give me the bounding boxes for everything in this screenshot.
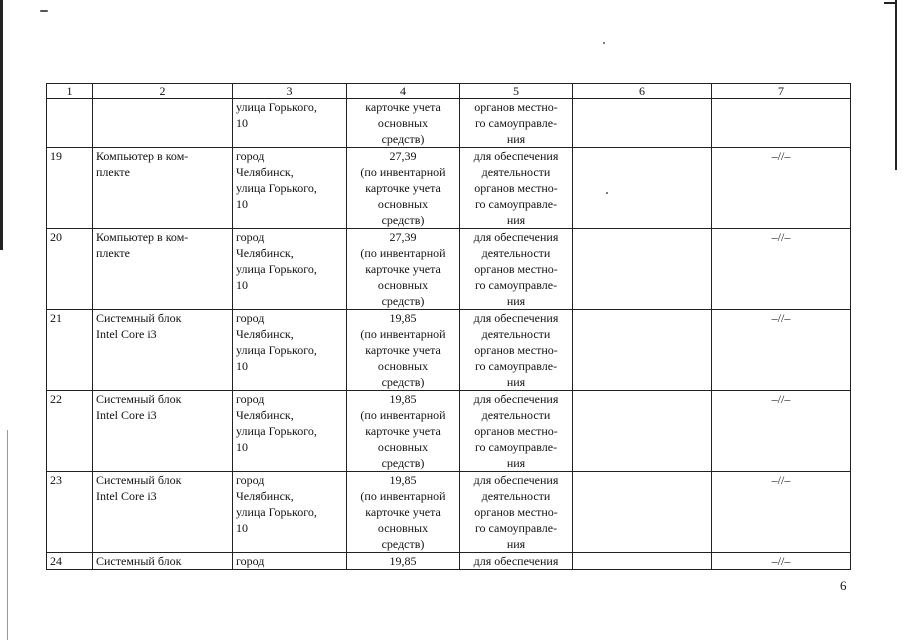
column-6-cell (573, 310, 712, 391)
column-header: 3 (233, 84, 347, 99)
row-number: 24 (47, 553, 93, 570)
item-purpose: органов местно- го самоуправле- ния (460, 99, 573, 148)
scan-edge-mark-left (0, 0, 3, 250)
row-number: 21 (47, 310, 93, 391)
item-purpose: для обеспечения (460, 553, 573, 570)
item-purpose: для обеспечения деятельности органов местно- го самоуправле- ния (460, 148, 573, 229)
item-address: улица Горького, 10 (233, 99, 347, 148)
item-value: 27,39 (по инвентарной карточке учета основных средств) (347, 148, 460, 229)
column-6-cell (573, 472, 712, 553)
item-name: Системный блок Intel Core i3 (93, 472, 233, 553)
item-value: 19,85 (по инвентарной карточке учета основных средств) (347, 310, 460, 391)
scan-edge-mark-corner (884, 2, 897, 4)
item-address: город Челябинск, улица Горького, 10 (233, 472, 347, 553)
item-purpose: для обеспечения деятельности органов местно- го самоуправле- ния (460, 310, 573, 391)
table-row (47, 310, 851, 391)
page-number: 6 (840, 578, 847, 593)
item-purpose: для обеспечения деятельности органов местно- го самоуправле- ния (460, 472, 573, 553)
item-name: Компьютер в ком- плекте (93, 229, 233, 310)
item-address: город Челябинск, улица Горького, 10 (233, 310, 347, 391)
scan-edge-mark-left-lower (7, 430, 8, 640)
table-row (47, 148, 851, 229)
table-row (47, 553, 851, 570)
column-6-cell (573, 391, 712, 472)
column-header: 5 (460, 84, 573, 99)
item-value: карточке учета основных средств) (347, 99, 460, 148)
table-header-row (47, 84, 851, 99)
item-value: 19,85 (по инвентарной карточке учета основных средств) (347, 472, 460, 553)
column-header: 2 (93, 84, 233, 99)
scan-speck (40, 10, 48, 12)
item-name: Системный блок Intel Core i3 (93, 391, 233, 472)
column-7-cell: –//– (712, 553, 851, 570)
row-number (47, 99, 93, 148)
item-address: город (233, 553, 347, 570)
column-7-cell: –//– (712, 391, 851, 472)
column-6-cell (573, 229, 712, 310)
item-name: Компьютер в ком- плекте (93, 148, 233, 229)
property-table (46, 83, 851, 570)
column-header: 4 (347, 84, 460, 99)
item-value: 19,85 (347, 553, 460, 570)
table-row (47, 99, 851, 148)
item-value: 27,39 (по инвентарной карточке учета основных средств) (347, 229, 460, 310)
column-6-cell (573, 99, 712, 148)
item-address: город Челябинск, улица Горького, 10 (233, 148, 347, 229)
row-number: 20 (47, 229, 93, 310)
item-purpose: для обеспечения деятельности органов местно- го самоуправле- ния (460, 391, 573, 472)
column-6-cell (573, 553, 712, 570)
column-header: 7 (712, 84, 851, 99)
row-number: 19 (47, 148, 93, 229)
column-7-cell: –//– (712, 229, 851, 310)
item-purpose: для обеспечения деятельности органов местно- го самоуправле- ния (460, 229, 573, 310)
column-7-cell: –//– (712, 310, 851, 391)
item-address: город Челябинск, улица Горького, 10 (233, 229, 347, 310)
row-number: 23 (47, 472, 93, 553)
column-7-cell: –//– (712, 148, 851, 229)
column-header: 1 (47, 84, 93, 99)
item-name (93, 99, 233, 148)
table-row (47, 391, 851, 472)
item-name: Системный блок Intel Core i3 (93, 310, 233, 391)
column-header: 6 (573, 84, 712, 99)
scan-edge-mark-right (895, 0, 897, 170)
item-address: город Челябинск, улица Горького, 10 (233, 391, 347, 472)
row-number: 22 (47, 391, 93, 472)
column-7-cell (712, 99, 851, 148)
table-row (47, 229, 851, 310)
item-value: 19,85 (по инвентарной карточке учета основных средств) (347, 391, 460, 472)
table-row (47, 472, 851, 553)
column-6-cell (573, 148, 712, 229)
column-7-cell: –//– (712, 472, 851, 553)
scan-speck (603, 42, 605, 44)
item-name: Системный блок (93, 553, 233, 570)
